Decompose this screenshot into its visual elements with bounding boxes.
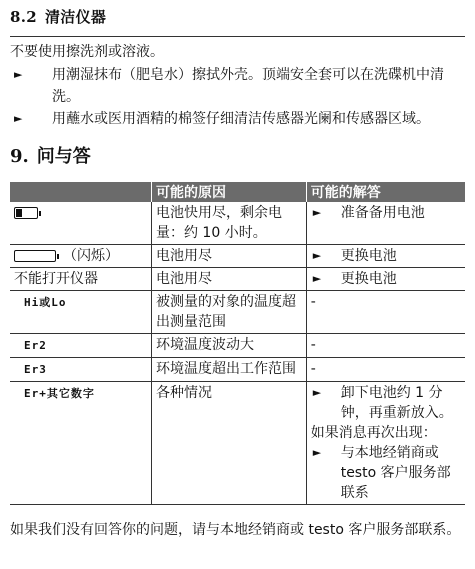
solution-line (311, 246, 461, 266)
solution-line (311, 203, 461, 223)
battery-low-icon (14, 203, 41, 223)
solution-line (311, 423, 461, 443)
section-number: 9. (10, 146, 29, 167)
symbol-cell (10, 268, 151, 291)
bullet-arrow-icon: ► (312, 272, 322, 285)
solution-line (311, 335, 461, 355)
section-divider (10, 36, 465, 37)
section-number: 8.2 (10, 8, 37, 26)
cause-cell: 环境温度波动大 (151, 334, 306, 358)
solution-text: 如果消息再次出现： (310, 425, 437, 441)
solution-cell (306, 334, 465, 358)
symbol-cell (10, 382, 151, 505)
bullet-text: 用潮湿抹布（肥皂水）擦拭外壳。顶端安全套可以在洗碟机中清洗。 (52, 67, 444, 105)
solution-line (311, 443, 461, 503)
table-row (10, 268, 465, 291)
bullet-text: 用蘸水或医用酒精的棉签仔细清洁传感器光阑和传感器区域。 (52, 111, 430, 127)
table-row (10, 334, 465, 358)
section-9-title (10, 142, 91, 168)
solution-cell (306, 291, 465, 334)
solution-line (311, 292, 461, 312)
footer-note: 如果我们没有回答你的问题，请与本地经销商或 testo 客户服务部联系。 (10, 522, 461, 538)
cleaning-intro: 不要使用擦洗剂或溶液。 (10, 44, 164, 60)
cause-cell: 电池用尽 (151, 245, 306, 268)
solution-cell (306, 202, 465, 245)
table-row (10, 202, 465, 245)
solution-text: 与本地经销商或 testo 客户服务部联系 (340, 445, 451, 501)
section-title-text: 清洁仪器 (45, 8, 107, 26)
solution-text: 卸下电池约 1 分钟，再重新放入。 (340, 385, 453, 421)
solution-cell (306, 245, 465, 268)
symptom-text: 不能打开仪器 (14, 271, 98, 287)
solution-cell (306, 358, 465, 382)
cleaning-bullet (10, 108, 465, 130)
section-title-text: 问与答 (36, 146, 91, 167)
cause-cell: 电池快用尽，剩余电量：约 10 小时。 (151, 202, 306, 245)
lcd-code: Hi或Lo (24, 296, 67, 309)
header-symbol (10, 182, 151, 202)
bullet-arrow-icon: ► (14, 112, 23, 125)
bullet-arrow-icon: ► (312, 206, 322, 219)
cause-cell: 电池用尽 (151, 268, 306, 291)
bullet-arrow-icon: ► (312, 249, 322, 262)
symbol-cell (10, 245, 151, 268)
symbol-cell (10, 202, 151, 245)
cause-cell: 各种情况 (151, 382, 306, 505)
solution-cell (306, 382, 465, 505)
table-row (10, 382, 465, 505)
faq-table (10, 182, 465, 505)
solution-text: 准备备用电池 (340, 205, 425, 221)
header-cause: 可能的原因 (151, 182, 306, 202)
cause-cell: 被测量的对象的温度超出测量范围 (151, 291, 306, 334)
solution-text: 更换电池 (340, 271, 397, 287)
bullet-arrow-icon: ► (312, 386, 322, 399)
lcd-code: Er2 (24, 339, 47, 352)
cleaning-bullet (10, 64, 465, 108)
table-row (10, 358, 465, 382)
table-row (10, 291, 465, 334)
symbol-cell (10, 358, 151, 382)
symbol-cell (10, 334, 151, 358)
lcd-code: Er3 (24, 363, 47, 376)
solution-text: - (310, 294, 316, 310)
solution-text: - (310, 337, 316, 353)
solution-line (311, 359, 461, 379)
header-solution: 可能的解答 (306, 182, 465, 202)
solution-cell (306, 268, 465, 291)
symbol-cell (10, 291, 151, 334)
bullet-arrow-icon: ► (312, 446, 322, 459)
table-row (10, 245, 465, 268)
battery-empty-icon (14, 246, 59, 266)
table-header-row (10, 182, 465, 202)
solution-text: - (310, 361, 316, 377)
section-8-2-title (10, 6, 106, 27)
solution-line (311, 383, 461, 423)
cause-cell: 环境温度超出工作范围 (151, 358, 306, 382)
bullet-arrow-icon: ► (14, 68, 23, 81)
symbol-note: （闪烁） (63, 248, 119, 264)
solution-line (311, 269, 461, 289)
lcd-code: Er+其它数字 (24, 387, 95, 400)
solution-text: 更换电池 (340, 248, 397, 264)
